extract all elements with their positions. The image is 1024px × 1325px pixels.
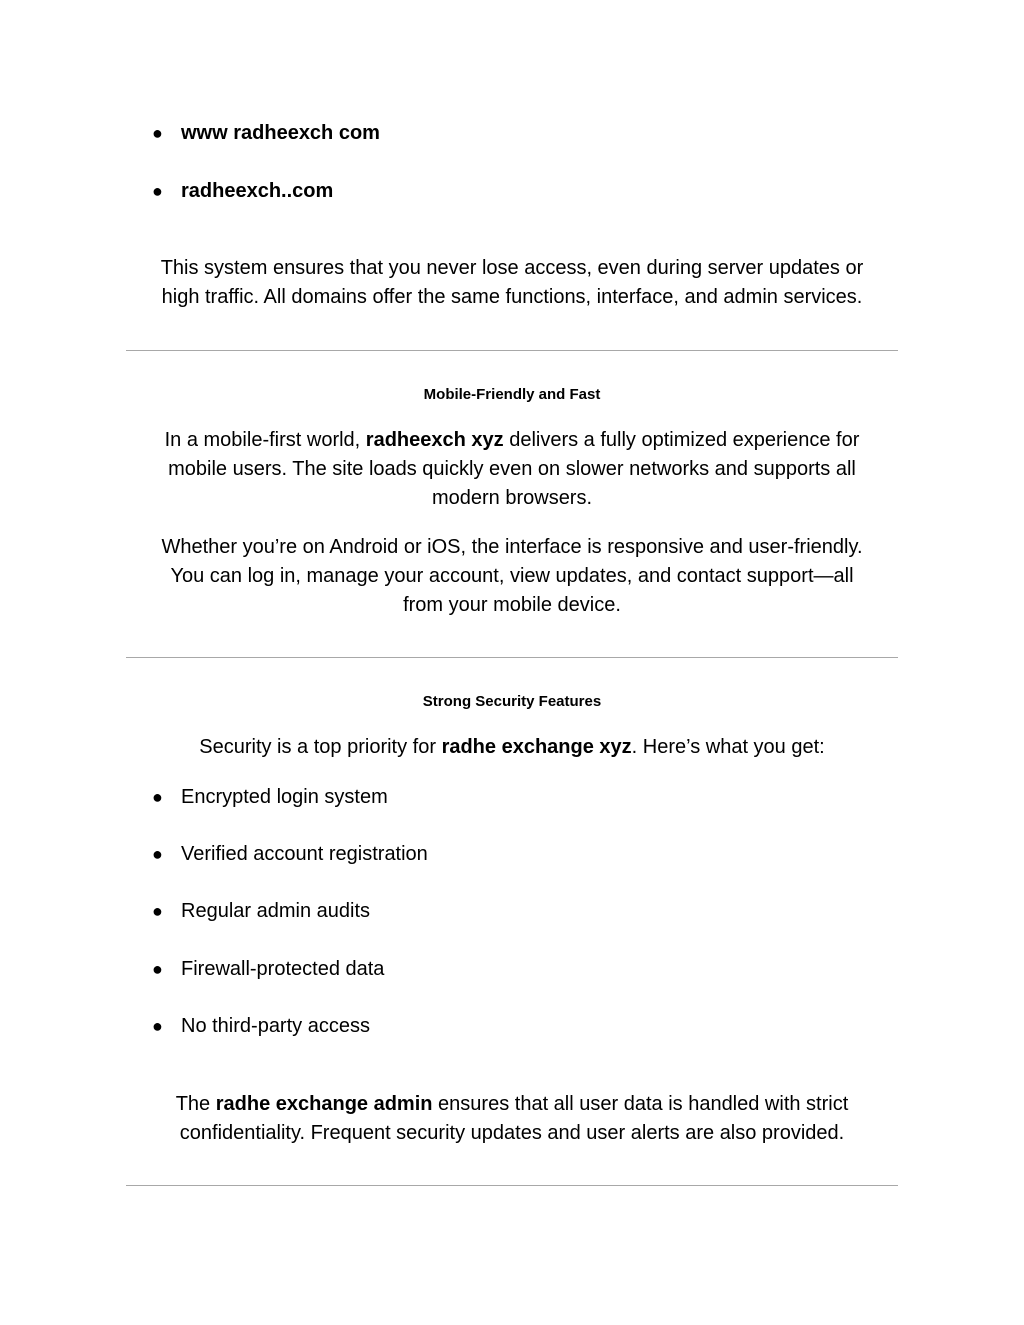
- mobile-p2-line-2: You can log in, manage your account, view updates, and contact support—all: [170, 565, 854, 587]
- security-closing-bold: radhe exchange admin: [215, 1093, 433, 1115]
- feature-text: Verified account registration: [181, 843, 428, 865]
- feature-text: Encrypted login system: [181, 786, 388, 808]
- security-closing-text: The: [175, 1093, 216, 1115]
- security-intro-text: Security is a top priority for: [199, 736, 442, 758]
- mobile-p1-line-1: [112, 426, 912, 455]
- intro-line-2: high traffic. All domains offer the same functions, interface, and admin services.: [161, 286, 863, 308]
- bullet-icon: ●: [152, 901, 163, 921]
- intro-paragraph: [112, 254, 912, 312]
- bullet-icon: ●: [152, 181, 163, 201]
- feature-text: Regular admin audits: [181, 900, 370, 922]
- bullet-icon: ●: [152, 1016, 163, 1036]
- security-closing-line-1: [112, 1090, 912, 1119]
- feature-text: No third-party access: [181, 1015, 370, 1037]
- security-closing-text: ensures that all user data is handled with strict: [432, 1093, 849, 1115]
- divider: [126, 1185, 898, 1186]
- mobile-paragraph-2: [112, 533, 912, 620]
- mobile-paragraph-1: [112, 426, 912, 513]
- bullet-icon: ●: [152, 844, 163, 864]
- mobile-p1-text: delivers a fully optimized experience for: [503, 429, 860, 451]
- bullet-icon: ●: [152, 959, 163, 979]
- mobile-p2-line-1: Whether you’re on Android or iOS, the interface is responsive and user-friendly.: [161, 536, 863, 558]
- feature-text: Firewall-protected data: [181, 958, 385, 980]
- security-intro: [112, 733, 912, 762]
- domain-text: www radheexch com: [181, 122, 380, 144]
- intro-line-1: This system ensures that you never lose access, even during server updates or: [160, 257, 864, 279]
- mobile-p1-text: In a mobile-first world,: [164, 429, 366, 451]
- section-heading-security: Strong Security Features: [422, 693, 602, 710]
- bullet-icon: ●: [152, 123, 163, 143]
- section-heading-mobile: Mobile-Friendly and Fast: [423, 386, 601, 403]
- mobile-p1-line-3: modern browsers.: [431, 487, 593, 509]
- domain-text: radheexch..com: [181, 180, 334, 202]
- security-closing-line-2: confidentiality. Frequent security updates and user alerts are also provided.: [179, 1122, 845, 1144]
- bullet-icon: ●: [152, 787, 163, 807]
- security-intro-bold: radhe exchange xyz: [441, 736, 632, 758]
- mobile-p1-bold: radheexch xyz: [365, 429, 504, 451]
- mobile-p1-line-2: mobile users. The site loads quickly even on slower networks and supports all: [168, 458, 856, 480]
- security-intro-text: . Here’s what you get:: [631, 736, 825, 758]
- security-closing: [112, 1090, 912, 1148]
- mobile-p2-line-3: from your mobile device.: [403, 594, 621, 616]
- divider: [126, 350, 898, 351]
- divider: [126, 657, 898, 658]
